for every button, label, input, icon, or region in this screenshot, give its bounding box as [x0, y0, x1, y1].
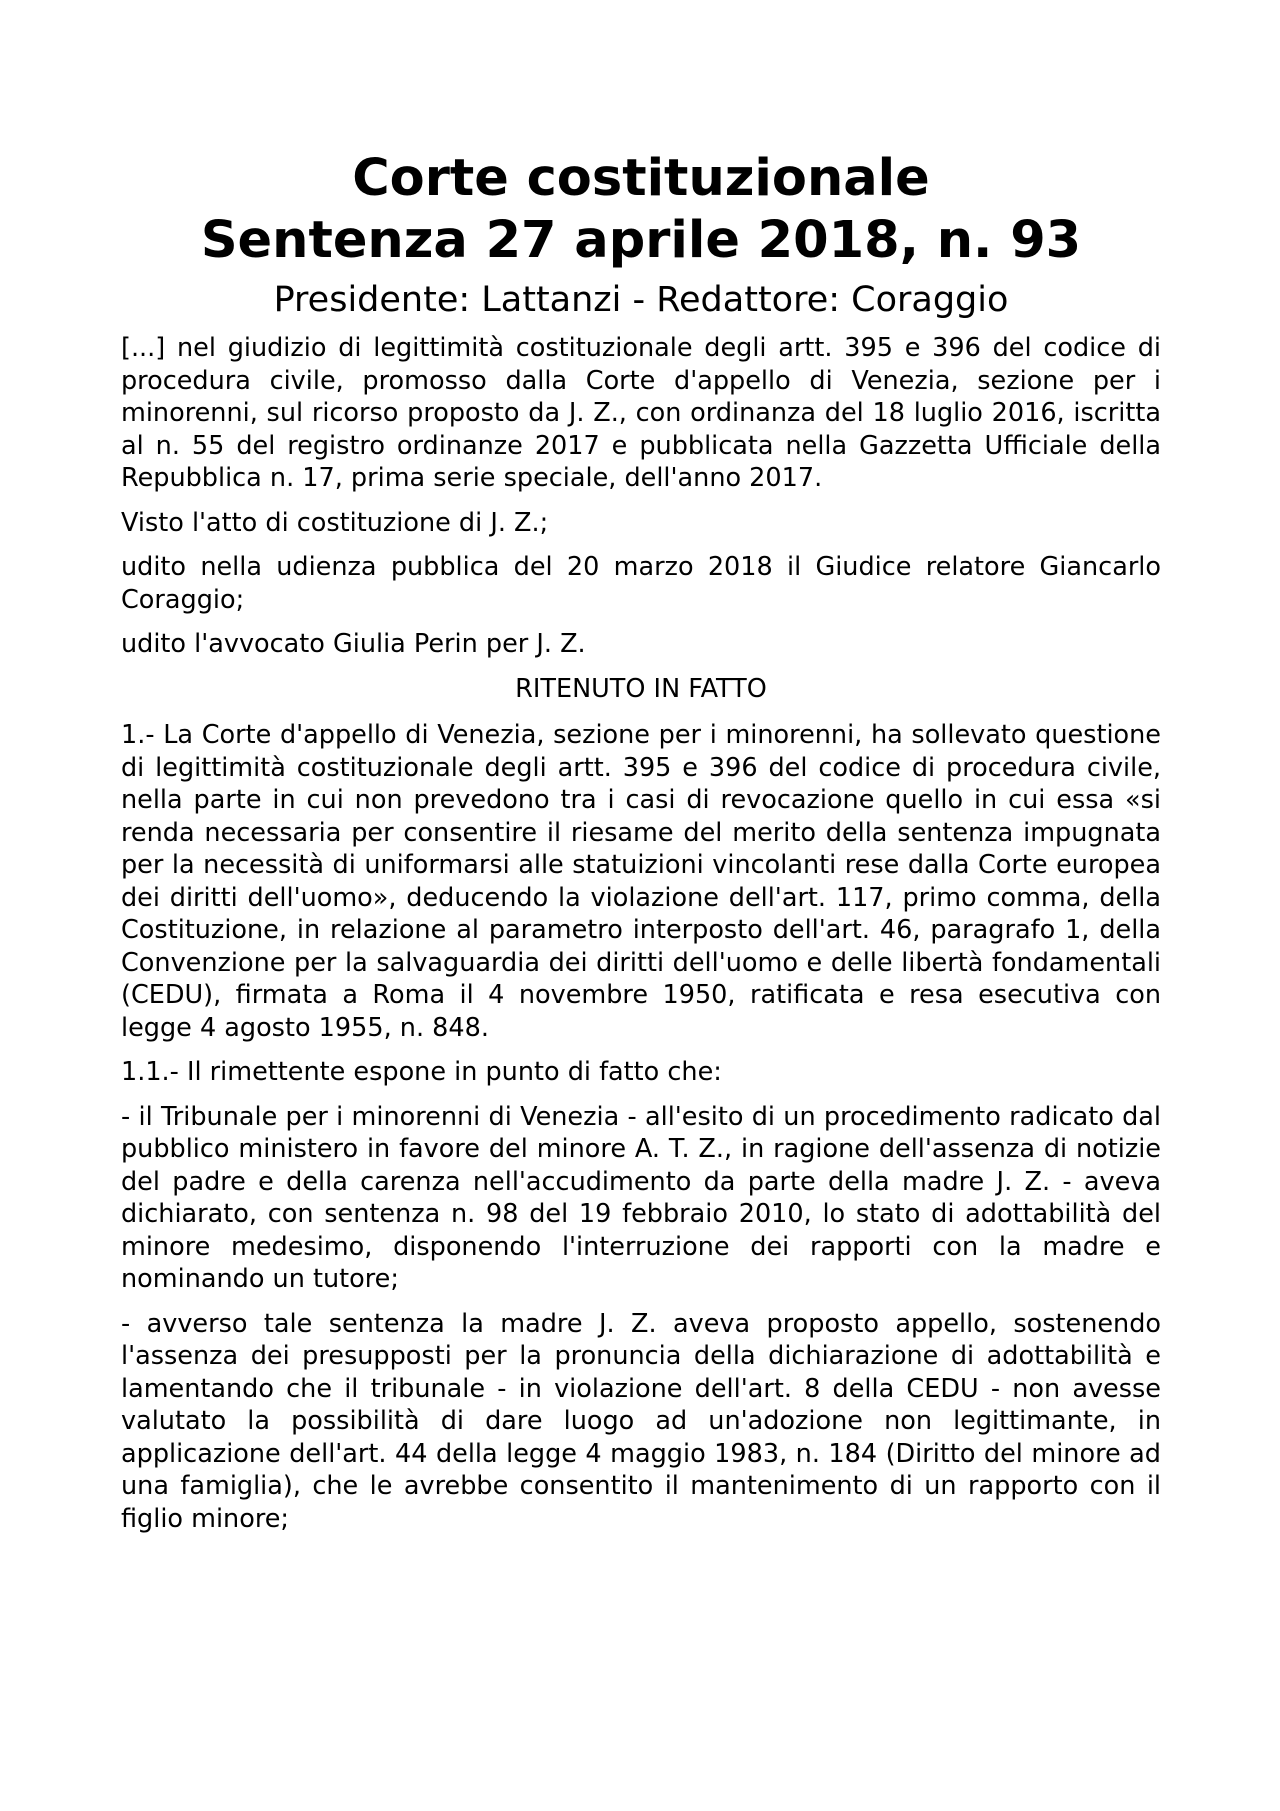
paragraph-1-1: 1.1.- Il rimettente espone in punto di fatto che: [121, 1057, 722, 1087]
document-subtitle: Presidente: Lattanzi - Redattore: Coraggio [273, 280, 1009, 320]
paragraph-bullet-appello: - avverso tale sentenza la madre J. Z. aveva proposto appello, sostenendo l'assenza dei presupposti per la pronuncia della dichiarazione di adottabilità e lamentando che il tribunale - in violazione dell'art. 8 della CEDU - non avesse valutato la possibilità di dare luogo ad un'adozione non legittimante, in applicazione dell'art. 44 della legge 4 maggio 1983, n. 184 (Diritto del minore ad una famiglia), che le avrebbe consentito il mantenimento di un rapporto con il figlio minore; [121, 1308, 1161, 1534]
title-line-court: Corte costituzionale [352, 149, 930, 208]
paragraph-1: 1.- La Corte d'appello di Venezia, sezione per i minorenni, ha sollevato questione di legittimità costituzionale degli artt. 395 e 396 del codice di procedura civile, nella parte in cui non prevedono tra i casi di revocazione quello in cui essa «si renda necessaria per consentire il riesame del merito della sentenza impugnata per la necessità di uniformarsi alle statuizioni vincolanti rese dalla Corte europea dei diritti dell'uomo», deducendo la violazione dell'art. 117, primo comma, della Costituzione, in relazione al parametro interposto dell'art. 46, paragrafo 1, della Convenzione per la salvaguardia dei diritti dell'uomo e delle libertà fondamentali (CEDU), firmata a Roma il 4 novembre 1950, ratificata e resa esecutiva con legge 4 agosto 1955, n. 848. [121, 720, 1161, 1043]
paragraph-visto: Visto l'atto di costituzione di J. Z.; [121, 507, 549, 538]
paragraph-bullet-tribunale: - il Tribunale per i minorenni di Venezia - all'esito di un procedimento radicato dal pubblico ministero in favore del minore A. T. Z., in ragione dell'assenza di notizie del padre e della carenza nell'accudimento da parte della madre J. Z. - aveva dichiarato, con sentenza n. 98 del 19 febbraio 2010, lo stato di adottabilità del minore medesimo, disponendo l'interruzione dei rapporti con la madre e nominando un tutore; [121, 1101, 1161, 1294]
paragraph-udito-avvocato: udito l'avvocato Giulia Perin per J. Z. [121, 629, 586, 659]
title-line-sentence: Sentenza 27 aprile 2018, n. 93 [200, 211, 1082, 270]
section-heading: RITENUTO IN FATTO [515, 673, 767, 704]
document-title [121, 148, 1161, 272]
document-page [121, 148, 1161, 1547]
paragraph-intro: [...] nel giudizio di legittimità costituzionale degli artt. 395 e 396 del codice di procedura civile, promosso dalla Corte d'appello di Venezia, sezione per i minorenni, sul ricorso proposto da J. Z., con ordinanza del 18 luglio 2016, iscritta al n. 55 del registro ordinanze 2017 e pubblicata nella Gazzetta Ufficiale della Repubblica n. 17, prima serie speciale, dell'anno 2017. [121, 333, 1161, 493]
paragraph-udito-giudice: udito nella udienza pubblica del 20 marzo 2018 il Giudice relatore Giancarlo Coraggio; [121, 552, 1161, 615]
